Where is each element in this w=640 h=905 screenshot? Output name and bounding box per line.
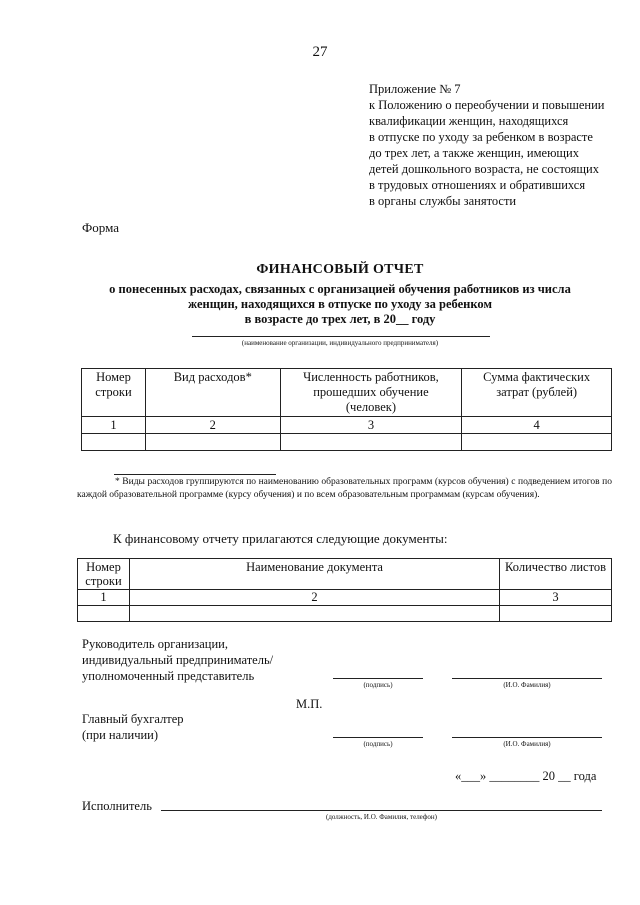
column-header-actual-costs: Сумма фактических затрат (рублей) <box>462 369 612 417</box>
appendix-line: в трудовых отношениях и обратившихся <box>369 178 586 192</box>
table-row <box>82 434 612 451</box>
empty-cell[interactable] <box>145 434 280 451</box>
empty-cell[interactable] <box>280 434 462 451</box>
footnote: * Виды расходов группируются по наименованию образовательных программ (курсов обучения) с подведением итогов по каждой образовательной программе (курсу обучения) и по всем образовательным программам (курсам обучения). <box>77 477 612 500</box>
column-number: 3 <box>280 417 462 434</box>
empty-cell[interactable] <box>129 606 499 622</box>
executor-caption: (должность, И.О. Фамилия, телефон) <box>325 813 437 821</box>
head-name-caption: (И.О. Фамилия) <box>503 681 551 689</box>
column-number: 2 <box>129 590 499 606</box>
documents-table-header <box>78 559 612 590</box>
report-title <box>70 262 610 327</box>
appendix-line: детей дошкольного возраста, не состоящих <box>369 162 599 176</box>
column-number: 2 <box>145 417 280 434</box>
column-header-expense-type: Вид расходов* <box>145 369 280 417</box>
column-number: 3 <box>500 590 612 606</box>
column-number: 1 <box>78 590 130 606</box>
appendix-line: Приложение № 7 <box>369 82 461 96</box>
column-number: 1 <box>82 417 146 434</box>
appendix-line: к Положению о переобучении и повышении <box>369 98 605 112</box>
executor-label: Исполнитель <box>82 799 152 813</box>
accountant-title: Главный бухгалтер (при наличии) <box>82 712 184 742</box>
report-title-line: о понесенных расходах, связанных с организацией обучения работников из числа <box>109 282 571 296</box>
empty-cell[interactable] <box>462 434 612 451</box>
attachments-intro: К финансовому отчету прилагаются следующие документы: <box>113 531 448 546</box>
appendix-line: квалификации женщин, находящихся <box>369 114 569 128</box>
stamp-place: М.П. <box>296 697 323 711</box>
column-header-row-number: Номер строки <box>82 369 146 417</box>
organization-field-line[interactable] <box>192 336 490 337</box>
page-number: 27 <box>312 44 328 60</box>
empty-cell[interactable] <box>82 434 146 451</box>
column-header-sheet-count: Количество листов <box>500 559 612 590</box>
column-header-trained-count: Численность работников, прошедших обучение (человек) <box>280 369 462 417</box>
head-signature-caption: (подпись) <box>363 681 393 689</box>
accountant-name-line[interactable] <box>452 737 602 738</box>
date-line[interactable]: «___» ________ 20 __ года <box>455 769 597 783</box>
head-name-line[interactable] <box>452 678 602 679</box>
appendix-line: в органы службы занятости <box>369 194 517 208</box>
expenses-table-header <box>82 369 612 417</box>
form-label: Форма <box>82 220 119 235</box>
column-header-document-name: Наименование документа <box>129 559 499 590</box>
accountant-name-caption: (И.О. Фамилия) <box>503 740 551 748</box>
table-row <box>78 590 612 606</box>
head-signature-line[interactable] <box>333 678 423 679</box>
report-title-line: женщин, находящихся в отпуске по уходу за ребенком <box>188 297 492 311</box>
expenses-table <box>81 368 612 451</box>
report-title-line: в возрасте до трех лет, в 20__ году <box>244 312 436 326</box>
report-title-main: ФИНАНСОВЫЙ ОТЧЕТ <box>256 262 424 277</box>
organization-caption: (наименование организации, индивидуального предпринимателя) <box>241 339 439 347</box>
empty-cell[interactable] <box>78 606 130 622</box>
accountant-signature-caption: (подпись) <box>363 740 393 748</box>
appendix-line: до трех лет, а также женщин, имеющих <box>369 146 579 160</box>
table-row <box>82 417 612 434</box>
footnote-separator <box>114 474 276 475</box>
column-header-row-number: Номер строки <box>78 559 130 590</box>
head-title: Руководитель организации, индивидуальный предприниматель/ уполномоченный представитель <box>82 637 274 683</box>
appendix-block <box>369 81 639 209</box>
documents-table <box>77 558 612 622</box>
executor-line[interactable] <box>161 810 602 811</box>
accountant-signature-line[interactable] <box>333 737 423 738</box>
column-number: 4 <box>462 417 612 434</box>
table-row <box>78 606 612 622</box>
empty-cell[interactable] <box>500 606 612 622</box>
appendix-line: в отпуске по уходу за ребенком в возрасте <box>369 130 593 144</box>
